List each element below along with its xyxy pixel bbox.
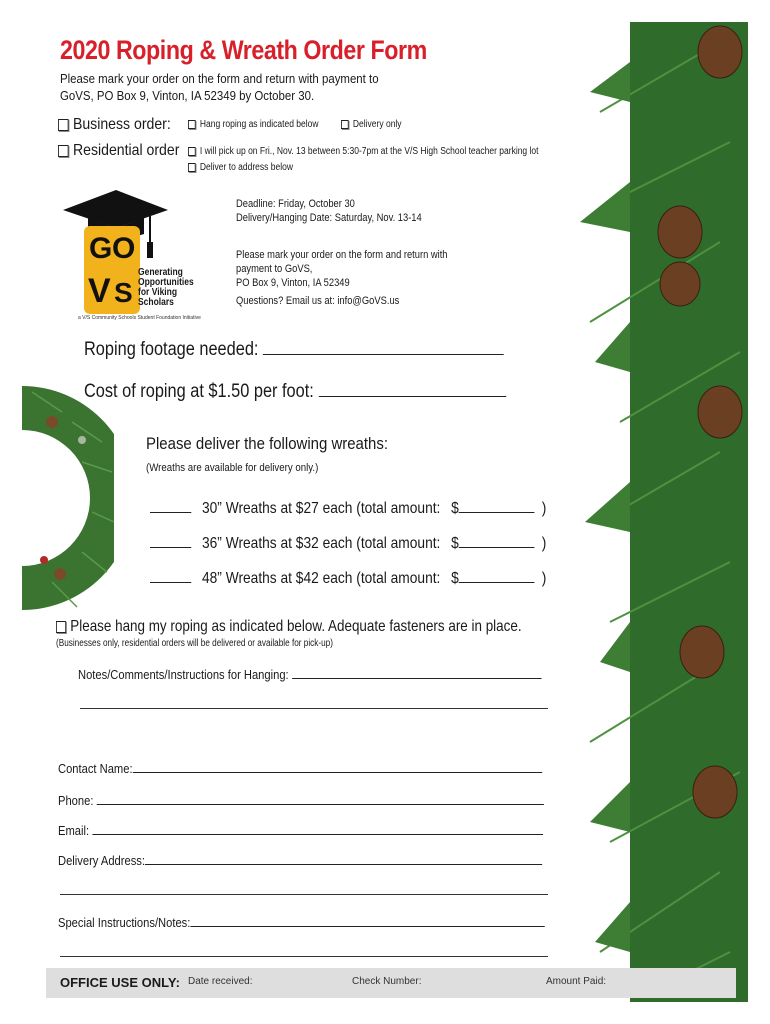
- contact-name-field: [58, 760, 542, 776]
- mailing-line-2: payment to GoVS,: [236, 263, 313, 275]
- hanging-notes-label: Notes/Comments/Instructions for Hanging:: [78, 667, 289, 682]
- wreath-36-dollar: $: [451, 535, 459, 552]
- deliver-address-option[interactable]: [188, 162, 293, 173]
- delivery-only-option[interactable]: [341, 119, 402, 130]
- hang-roping-checkbox[interactable]: [188, 120, 196, 129]
- wreath-36-total-input[interactable]: [459, 531, 535, 548]
- logo-line-1: Generating: [138, 267, 183, 278]
- hang-roping-request-label: Please hang my roping as indicated below. Adequate fasteners are in place.: [70, 618, 522, 635]
- wreath-36-paren: ): [541, 535, 547, 552]
- logo-line-2: Opportunities: [138, 277, 194, 288]
- wreath-30-dollar: $: [451, 500, 459, 517]
- wreath-30-qty-input[interactable]: [150, 496, 191, 513]
- mailing-line-1: Please mark your order on the form and return with: [236, 249, 448, 261]
- pickup-checkbox[interactable]: [188, 147, 196, 156]
- delivery-address-line-2[interactable]: [60, 894, 548, 895]
- deadline-text: Deadline: Friday, October 30: [236, 198, 355, 210]
- hang-roping-note: (Businesses only, residential orders will be delivered or available for pick-up): [56, 638, 333, 649]
- questions-text: Questions? Email us at: info@GoVS.us: [236, 295, 400, 307]
- hang-roping-label: Hang roping as indicated below: [199, 119, 319, 130]
- delivery-date-text: Delivery/Hanging Date: Saturday, Nov. 13-14: [236, 212, 422, 224]
- svg-text:S: S: [114, 277, 133, 308]
- hang-roping-request[interactable]: [56, 618, 522, 636]
- pickup-label: I will pick up on Fri., Nov. 13 between 5:30-7pm at the V/S High School teacher parking lot: [199, 146, 539, 157]
- office-use-label: OFFICE USE ONLY:: [60, 975, 180, 990]
- phone-field: [58, 792, 544, 808]
- wreath-48-qty-input[interactable]: [150, 566, 191, 583]
- delivery-address-label: Delivery Address:: [58, 853, 145, 868]
- delivery-only-label: Delivery only: [352, 119, 402, 130]
- wreath-row-30: [150, 496, 546, 518]
- wreath-30-paren: ): [541, 500, 547, 517]
- roping-footage-field: [84, 338, 504, 361]
- page-title: 2020 Roping & Wreath Order Form: [60, 35, 427, 65]
- special-instructions-input[interactable]: [190, 914, 544, 927]
- roping-footage-label: Roping footage needed:: [84, 339, 259, 360]
- logo-tagline: [138, 268, 194, 308]
- wreath-row-36: [150, 531, 546, 553]
- intro-line-2: GoVS, PO Box 9, Vinton, IA 52349 by October 30.: [60, 88, 315, 103]
- wreath-48-label: 48” Wreaths at $42 each (total amount:: [201, 570, 441, 587]
- deliver-address-label: Deliver to address below: [199, 162, 293, 173]
- delivery-only-checkbox[interactable]: [341, 120, 349, 129]
- wreath-36-label: 36” Wreaths at $32 each (total amount:: [201, 535, 441, 552]
- hanging-notes-field: [78, 666, 541, 682]
- wreath-decoration: [22, 382, 114, 614]
- special-instructions-line-2[interactable]: [60, 956, 548, 957]
- roping-cost-input[interactable]: [318, 380, 505, 397]
- deliver-address-checkbox[interactable]: [188, 163, 196, 172]
- special-instructions-field: [58, 914, 545, 930]
- hang-roping-option[interactable]: [188, 119, 319, 130]
- contact-name-label: Contact Name:: [58, 761, 133, 776]
- logo-footer: a V/S Community Schools Student Foundation Initiative: [78, 315, 201, 321]
- email-label: Email:: [58, 823, 90, 838]
- hang-roping-request-checkbox[interactable]: [56, 621, 66, 633]
- business-order-option[interactable]: [58, 116, 171, 134]
- business-order-checkbox[interactable]: [58, 119, 69, 131]
- wreaths-note: (Wreaths are available for delivery only.): [146, 462, 319, 474]
- residential-order-label: Residential order: [72, 142, 180, 159]
- intro-line-1: Please mark your order on the form and return with payment to: [60, 71, 379, 86]
- info-mailing: [236, 248, 448, 308]
- wreaths-heading: Please deliver the following wreaths:: [146, 434, 388, 453]
- pickup-option[interactable]: [188, 146, 539, 157]
- govs-logo: [58, 182, 208, 327]
- pine-garland-decoration: [570, 22, 748, 1002]
- roping-cost-label: Cost of roping at $1.50 per foot:: [84, 381, 314, 402]
- order-form-page: [22, 22, 748, 1002]
- svg-text:O: O: [112, 232, 136, 265]
- email-input[interactable]: [92, 822, 543, 835]
- hanging-notes-line-2[interactable]: [80, 708, 548, 709]
- office-use-bar: [46, 968, 736, 998]
- roping-footage-input[interactable]: [263, 338, 504, 355]
- info-dates: [236, 197, 422, 225]
- mailing-line-3: PO Box 9, Vinton, IA 52349: [236, 277, 350, 289]
- intro-text: [60, 70, 430, 104]
- residential-order-checkbox[interactable]: [58, 145, 69, 157]
- wreath-30-label: 30” Wreaths at $27 each (total amount:: [201, 500, 441, 517]
- roping-cost-field: [84, 380, 506, 403]
- wreath-48-total-input[interactable]: [459, 566, 535, 583]
- wreath-30-total-input[interactable]: [459, 496, 535, 513]
- email-field: [58, 822, 543, 838]
- residential-order-option[interactable]: [58, 142, 179, 160]
- contact-name-input[interactable]: [133, 760, 542, 773]
- phone-input[interactable]: [97, 792, 544, 805]
- svg-text:G: G: [89, 232, 113, 265]
- business-order-label: Business order:: [72, 116, 171, 133]
- phone-label: Phone:: [58, 793, 94, 808]
- logo-line-3: for Viking: [138, 287, 178, 298]
- check-number-label: Check Number:: [352, 976, 422, 987]
- wreath-36-qty-input[interactable]: [150, 531, 191, 548]
- special-instructions-label: Special Instructions/Notes:: [58, 915, 191, 930]
- wreath-48-dollar: $: [451, 570, 459, 587]
- date-received-label: Date received:: [188, 976, 253, 987]
- logo-line-4: Scholars: [138, 297, 174, 308]
- svg-text:V: V: [88, 272, 111, 310]
- hanging-notes-input[interactable]: [292, 666, 541, 679]
- delivery-address-input[interactable]: [145, 852, 542, 865]
- wreath-48-paren: ): [541, 570, 547, 587]
- amount-paid-label: Amount Paid:: [546, 976, 607, 987]
- delivery-address-field: [58, 852, 542, 868]
- wreath-row-48: [150, 566, 546, 588]
